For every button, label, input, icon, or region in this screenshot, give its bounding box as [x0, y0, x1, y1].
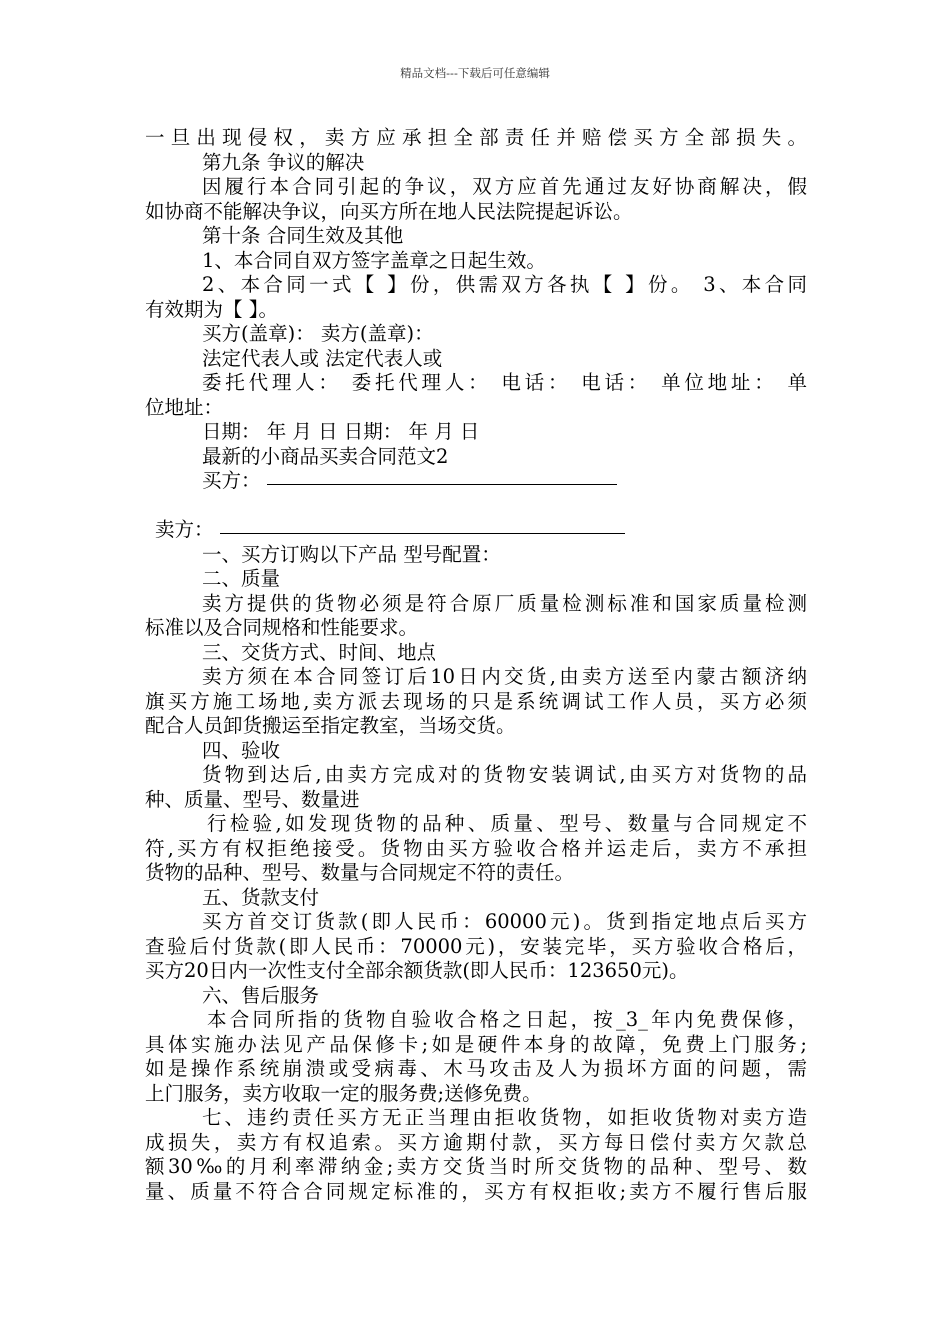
text-line: 卖方须在本合同签订后10日内交货,由卖方送至内蒙古额济纳: [202, 665, 807, 688]
text-line: 具体实施办法见产品保修卡;如是硬件本身的故障，免费上门服务;: [145, 1032, 807, 1056]
text-line: 配合人员卸货搬运至指定教室，当场交货。: [145, 714, 516, 737]
contract-title: 最新的小商品买卖合同范文2: [202, 444, 449, 468]
text-line: 本合同所指的货物自验收合格之日起，按_3_年内免费保修，: [207, 1008, 807, 1031]
text-line: 上门服务，卖方收取一定的服务费;送修免费。: [145, 1081, 542, 1105]
text-line: 货物的品种、型号、数量与合同规定不符的责任。: [145, 861, 575, 884]
text-line: 旗买方施工场地,卖方派去现场的只是系统调试工作人员，买方必须: [145, 689, 807, 713]
date-line: 日期： 年 月 日 日期： 年 月 日: [202, 420, 480, 443]
text-line: 货物到达后,由卖方完成对的货物安装调试,由买方对货物的品: [202, 763, 807, 786]
text-line: 1、本合同自双方签字盖章之日起生效。: [202, 248, 546, 272]
buyer-label: 买方：: [202, 469, 261, 492]
text-line: 买方首交订货款(即人民币：60000元)。货到指定地点后买方: [202, 910, 807, 933]
seller-line: [145, 518, 807, 543]
text-line: 如是操作系统崩溃或受病毒、木马攻击及人为损坏方面的问题，需: [145, 1057, 807, 1080]
text-line: 查验后付货款(即人民币：70000元)，安装完毕，买方验收合格后，: [145, 934, 807, 958]
text-line: 一旦出现侵权，卖方应承担全部责任并赔偿买方全部损失。: [145, 126, 807, 149]
text-line: 如协商不能解决争议，向买方所在地人民法院提起诉讼。: [145, 199, 633, 223]
signature-line: 委托代理人： 委托代理人： 电话： 电话： 单位地址： 单: [202, 371, 807, 394]
page-header: 精品文档---下载后可任意编辑: [400, 66, 550, 80]
text-line: 成损失，卖方有权追索。买方逾期付款，买方每日偿付卖方欠款总: [145, 1130, 807, 1154]
text-line: 买方20日内一次性支付全部余额货款(即人民币：123650元)。: [145, 959, 689, 982]
text-line: 符,买方有权拒绝接受。货物由买方验收合格并运走后，卖方不承担: [145, 836, 807, 860]
buyer-line: [145, 469, 807, 494]
document-body: [145, 126, 807, 1204]
text-line: 行检验,如发现货物的品种、质量、型号、数量与合同规定不: [207, 812, 807, 835]
buyer-blank: [267, 484, 617, 485]
text-line: 因履行本合同引起的争议，双方应首先通过友好协商解决，假: [202, 175, 807, 198]
seller-label: 卖方：: [155, 518, 214, 541]
section-heading: 五、货款支付: [202, 885, 320, 909]
section-heading: 三、交货方式、时间、地点: [202, 640, 437, 664]
blank-line: [145, 494, 807, 519]
section-heading: 四、验收: [202, 738, 281, 762]
text-line: 标准以及合同规格和性能要求。: [145, 616, 419, 639]
signature-line: 买方(盖章)： 卖方(盖章)：: [202, 322, 434, 345]
text-line: 2、本合同一式【 】份，供需双方各执【 】份。 3、本合同: [202, 273, 807, 296]
section-heading: 二、质量: [202, 567, 281, 590]
section-heading: 第九条 争议的解决: [202, 150, 365, 174]
signature-line: 位地址：: [145, 395, 224, 419]
section-heading: 一、买方订购以下产品 型号配置：: [202, 542, 501, 566]
text-line: 种、质量、型号、数量进: [145, 787, 360, 811]
text-line: 量、质量不符合合同规定标准的，买方有权拒收;卖方不履行售后服: [145, 1179, 807, 1203]
text-line: 额30‰的月利率滞纳金;卖方交货当时所交货物的品种、型号、数: [145, 1155, 807, 1178]
text-line: 七、违约责任买方无正当理由拒收货物，如拒收货物对卖方造: [202, 1106, 807, 1129]
section-heading: 六、售后服务: [202, 983, 320, 1007]
text-line: 卖方提供的货物必须是符合原厂质量检测标准和国家质量检测: [202, 591, 807, 615]
section-heading: 第十条 合同生效及其他: [202, 224, 404, 247]
text-line: 有效期为【 】。: [145, 297, 278, 321]
seller-blank: [220, 533, 625, 534]
signature-line: 法定代表人或 法定代表人或: [202, 346, 443, 370]
